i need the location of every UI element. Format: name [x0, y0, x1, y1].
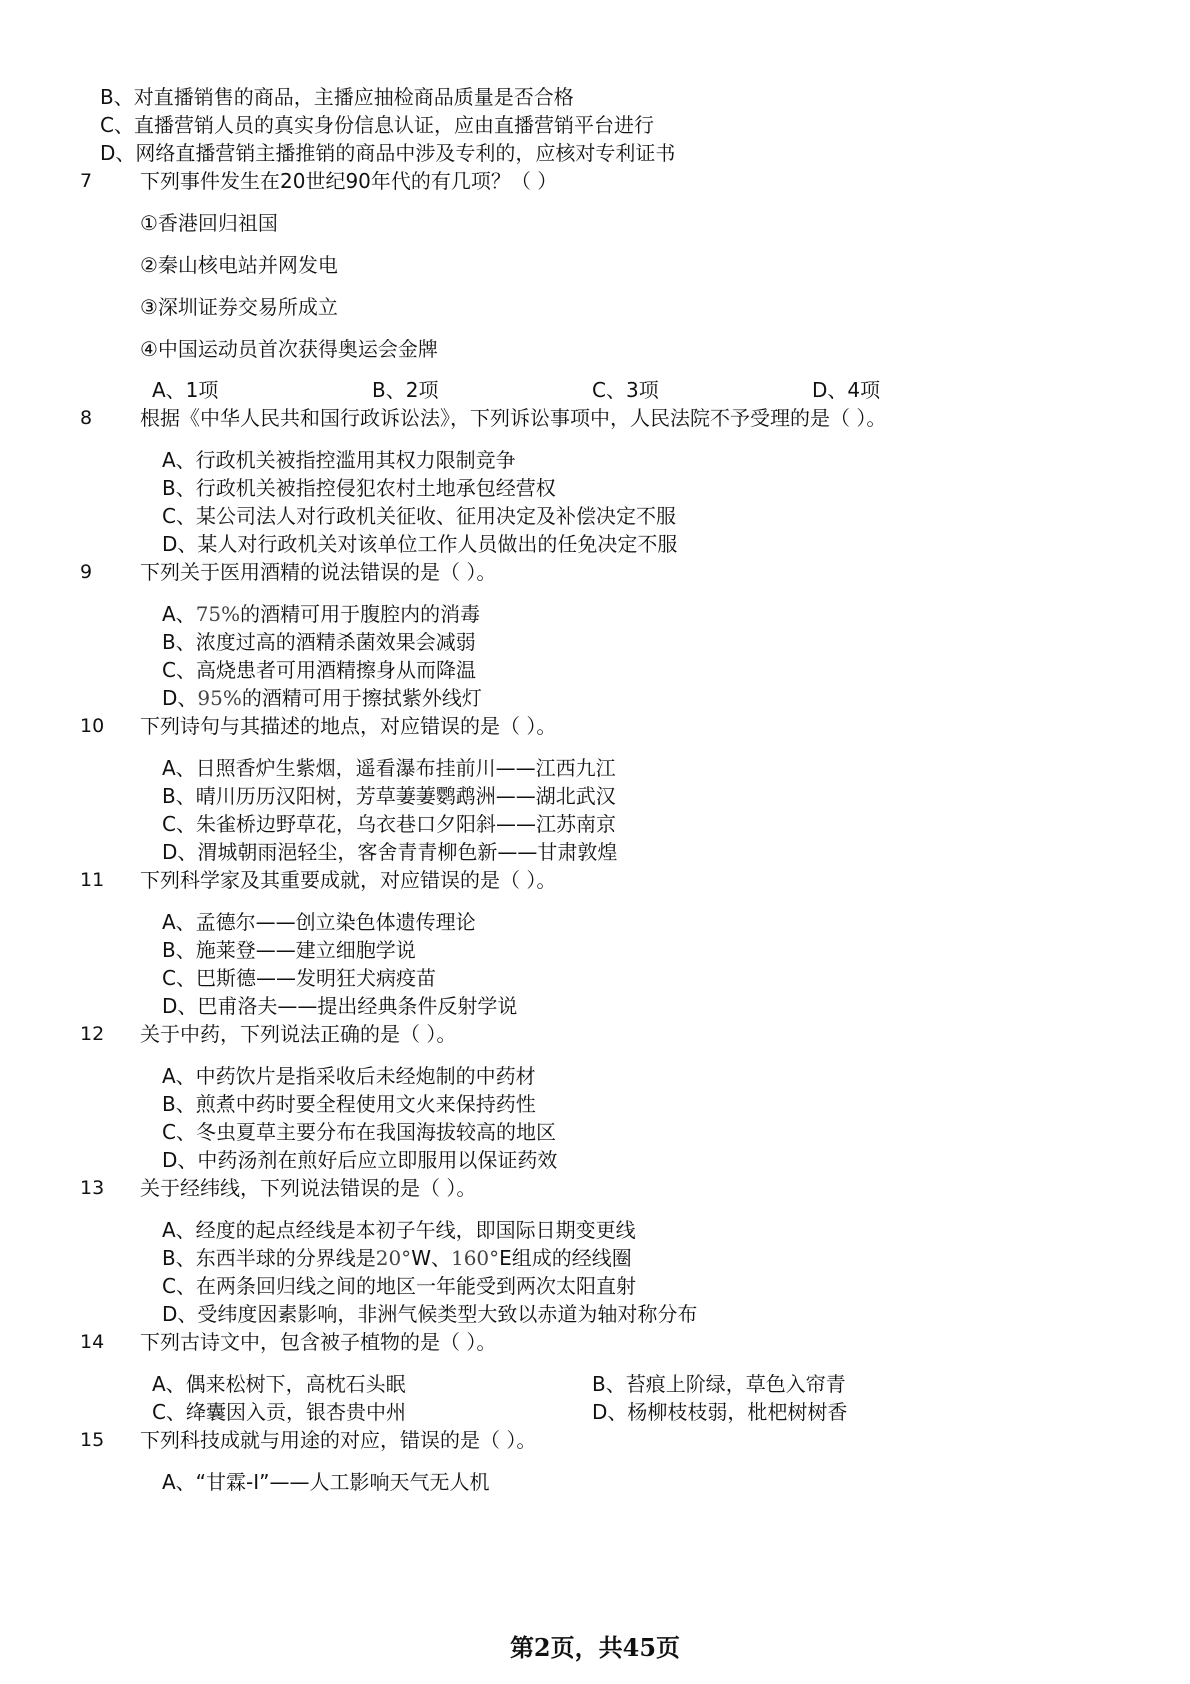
question-number: 7	[80, 170, 93, 192]
question-number: 9	[80, 561, 93, 583]
question-number: 10	[80, 715, 105, 737]
option-c: C、冬虫夏草主要分布在我国海拔较高的地区	[162, 1120, 556, 1144]
option-d: D、某人对行政机关对该单位工作人员做出的任免决定不服	[162, 532, 678, 556]
option-d: D、渭城朝雨浥轻尘，客舍青青柳色新——甘肃敦煌	[162, 840, 618, 864]
longitude-value: 160°	[450, 1246, 500, 1270]
percentage-value: 75%	[195, 602, 241, 626]
question-number: 15	[80, 1429, 105, 1451]
question-stem: 下列科技成就与用途的对应，错误的是（ ）。	[140, 1428, 537, 1452]
option-c: C、直播营销人员的真实身份信息认证，应由直播营销平台进行	[100, 113, 654, 137]
option-prefix: A、	[162, 602, 196, 626]
option-c: C、绛囊因入贡，银杏贵中州	[152, 1400, 406, 1424]
option-text: 的酒精可用于擦拭紫外线灯	[241, 686, 482, 710]
option-b: B、施莱登——建立细胞学说	[162, 938, 416, 962]
option-c: C、朱雀桥边野草花，乌衣巷口夕阳斜——江苏南京	[162, 812, 616, 836]
option-c: C、3项	[592, 378, 659, 402]
event-item: ③深圳证券交易所成立	[140, 295, 338, 319]
option-d: D、受纬度因素影响，非洲气候类型大致以赤道为轴对称分布	[162, 1302, 698, 1326]
option-d: D、4项	[812, 378, 881, 402]
question-stem: 根据《中华人民共和国行政诉讼法》，下列诉讼事项中，人民法院不予受理的是（ ）。	[140, 406, 887, 430]
question-stem: 关于经纬线，下列说法错误的是（ ）。	[140, 1176, 477, 1200]
question-stem: 关于中药，下列说法正确的是（ ）。	[140, 1022, 457, 1046]
option-a: A、孟德尔——创立染色体遗传理论	[162, 910, 476, 934]
option-c: C、某公司法人对行政机关征收、征用决定及补偿决定不服	[162, 504, 676, 528]
question-number: 12	[80, 1023, 105, 1045]
option-a: A、日照香炉生紫烟，遥看瀑布挂前川——江西九江	[162, 756, 616, 780]
option-a: A、偶来松树下，高枕石头眠	[152, 1372, 406, 1396]
option-text: E组成的经线圈	[499, 1246, 632, 1270]
option-text: 的酒精可用于腹腔内的消毒	[240, 602, 481, 626]
question-stem: 下列古诗文中，包含被子植物的是（ ）。	[140, 1330, 497, 1354]
longitude-value: 20°	[375, 1246, 412, 1270]
option-b: B、煎煮中药时要全程使用文火来保持药性	[162, 1092, 536, 1116]
question-stem: 下列科学家及其重要成就，对应错误的是（ ）。	[140, 868, 557, 892]
option-c: C、在两条回归线之间的地区一年能受到两次太阳直射	[162, 1274, 636, 1298]
question-stem: 下列事件发生在20世纪90年代的有几项？（ ）	[140, 169, 558, 193]
question-stem: 下列关于医用酒精的说法错误的是（ ）。	[140, 560, 497, 584]
option-c: C、高烧患者可用酒精擦身从而降温	[162, 658, 476, 682]
option-b: B、晴川历历汉阳树，芳草萋萋鹦鹉洲——湖北武汉	[162, 784, 616, 808]
option-d: D、中药汤剂在煎好后应立即服用以保证药效	[162, 1148, 558, 1172]
option-d: D、网络直播营销主播推销的商品中涉及专利的，应核对专利证书	[100, 141, 676, 165]
question-number: 8	[80, 407, 93, 429]
event-item: ①香港回归祖国	[140, 211, 278, 235]
percentage-value: 95%	[197, 686, 242, 710]
question-number: 11	[80, 869, 105, 891]
option-a: A、经度的起点经线是本初子午线，即国际日期变更线	[162, 1218, 636, 1242]
option-a: A、中药饮片是指采收后未经炮制的中药材	[162, 1064, 536, 1088]
option-c: C、巴斯德——发明狂犬病疫苗	[162, 966, 436, 990]
option-d: D、杨柳枝枝弱，枇杷树树香	[592, 1400, 848, 1424]
option-b: B、浓度过高的酒精杀菌效果会减弱	[162, 630, 476, 654]
option-b: B、苔痕上阶绿，草色入帘青	[592, 1372, 846, 1396]
option-prefix: D、	[162, 686, 198, 710]
option-text: W、	[411, 1246, 451, 1270]
option-b: B、对直播销售的商品，主播应抽检商品质量是否合格	[100, 85, 574, 109]
option-text: B、东西半球的分界线是	[162, 1246, 376, 1270]
option-a: A、“甘霖-Ⅰ”——人工影响天气无人机	[162, 1470, 490, 1494]
page-footer: 第2页，共45页	[509, 1633, 681, 1662]
question-stem: 下列诗句与其描述的地点，对应错误的是（ ）。	[140, 714, 557, 738]
option-a: A、行政机关被指控滥用其权力限制竞争	[162, 448, 516, 472]
option-a: A、1项	[152, 378, 219, 402]
option-b: B、行政机关被指控侵犯农村土地承包经营权	[162, 476, 556, 500]
option-d: D、巴甫洛夫——提出经典条件反射学说	[162, 994, 518, 1018]
option-b: B、2项	[372, 378, 439, 402]
option-b	[162, 1245, 632, 1271]
question-number: 13	[80, 1177, 105, 1199]
event-item: ④中国运动员首次获得奥运会金牌	[140, 337, 438, 361]
question-number: 14	[80, 1331, 105, 1353]
option-d	[162, 685, 482, 711]
event-item: ②秦山核电站并网发电	[140, 253, 338, 277]
option-a	[162, 601, 480, 627]
